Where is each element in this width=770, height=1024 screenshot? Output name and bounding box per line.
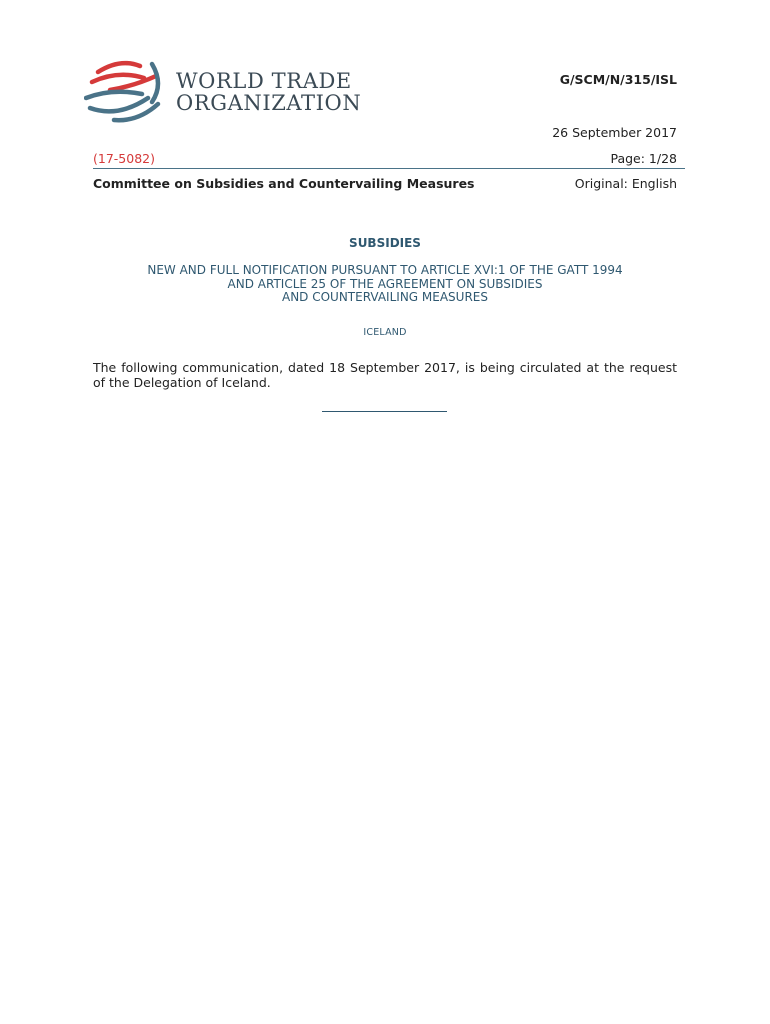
title-line-1: NEW AND FULL NOTIFICATION PURSUANT TO ARTICLE XVI:1 OF THE GATT 1994 — [147, 263, 623, 277]
page-number: Page: 1/28 — [610, 151, 677, 166]
header-divider — [93, 168, 685, 169]
body-paragraph: The following communication, dated 18 September 2017, is being circulated at the request of the Delegation of Iceland. — [93, 360, 677, 390]
document-symbol: G/SCM/N/315/ISL — [559, 72, 677, 87]
end-divider — [322, 411, 447, 412]
title-line-2: AND ARTICLE 25 OF THE AGREEMENT ON SUBSIDIES — [227, 276, 543, 291]
title-line-3: AND COUNTERVAILING MEASURES — [281, 290, 488, 304]
wto-wordmark — [176, 70, 361, 114]
wto-logo — [84, 58, 362, 130]
document-number: (17-5082) — [93, 151, 155, 166]
wto-emblem-icon — [84, 58, 168, 130]
wordmark-line-2: ORGANIZATION — [176, 91, 362, 115]
subject-heading: SUBSIDIES — [349, 236, 421, 250]
member-name: ICELAND — [363, 327, 407, 338]
document-date: 26 September 2017 — [552, 125, 677, 140]
committee-name: Committee on Subsidies and Countervailing Measures — [93, 176, 475, 191]
wordmark-line-1: WORLD TRADE — [176, 69, 352, 93]
notification-title — [93, 264, 677, 305]
original-language: Original: English — [574, 176, 677, 191]
